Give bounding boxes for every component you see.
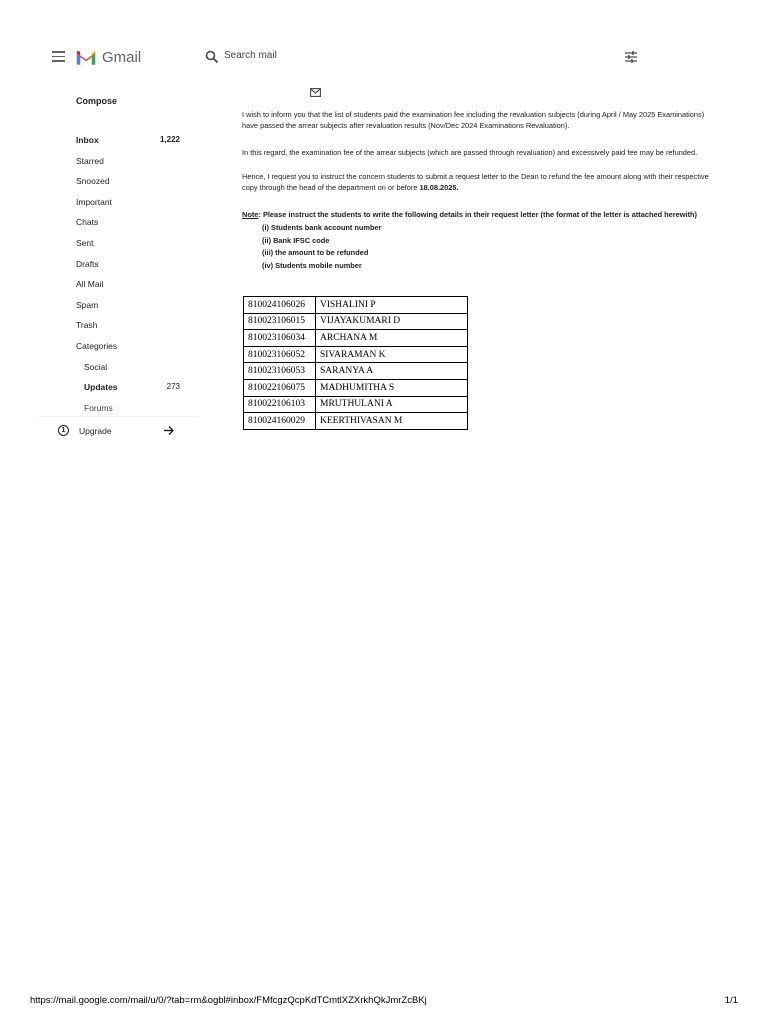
student-name-cell: VIJAYAKUMARI D [316, 313, 468, 330]
sidebar-item-trash[interactable]: Trash [76, 320, 98, 331]
unread-count: 273 [166, 382, 180, 392]
envelope-icon[interactable] [310, 88, 321, 97]
student-name-cell: MRUTHULANI A [316, 396, 468, 413]
mail-body [242, 108, 736, 288]
list-item: (ii) Bank IFSC code [262, 235, 330, 245]
sidebar-item-sent[interactable]: Sent [76, 237, 94, 248]
table-row [244, 313, 468, 330]
sidebar-nav [38, 131, 198, 419]
student-name-cell: SARANYA A [316, 363, 468, 380]
reg-no-cell: 810022106103 [244, 396, 316, 413]
mail-paragraph-1: I wish to inform you that the list of students paid the examination fee including the revaluation subjects (during April / May 2025 Examinations) have passed the arrear subjects after revaluation results (Nov/Dec 2024 Examinations Revaluation). [242, 110, 705, 131]
sidebar-item-forums[interactable]: Forums [84, 402, 113, 413]
reg-no-cell: 810023106052 [244, 346, 316, 363]
reg-no-cell: 810023106034 [244, 330, 316, 347]
sidebar-item-all-mail[interactable]: All Mail [76, 279, 104, 290]
unread-count: 1,222 [159, 135, 180, 144]
sidebar-item-social[interactable]: Social [84, 361, 108, 372]
list-item: (i) Students bank account number [262, 223, 382, 232]
student-name-cell: SIVARAMAN K [316, 346, 468, 363]
print-footer [30, 995, 738, 1006]
sidebar-item-inbox[interactable]: Inbox 1,222 [76, 135, 180, 145]
student-table [243, 296, 468, 430]
list-item: (iii) the amount to be refunded [262, 248, 369, 257]
table-row [244, 396, 468, 413]
upgrade-label[interactable]: Upgrade [79, 426, 112, 436]
deadline-date: 18.08.2025. [419, 183, 459, 193]
reg-no-cell: 810024106026 [244, 297, 316, 314]
sidebar-item-spam[interactable]: Spam [76, 299, 99, 310]
table-row [244, 413, 468, 430]
gmail-logo-icon[interactable] [76, 50, 96, 66]
table-row [244, 330, 468, 347]
reg-no-cell: 810024160029 [244, 413, 316, 430]
arrow-right-icon[interactable] [163, 425, 175, 436]
table-row [244, 297, 468, 314]
sidebar-divider [38, 416, 198, 417]
sidebar-item-snoozed[interactable]: Snoozed [76, 176, 110, 187]
table-row [244, 363, 468, 380]
sidebar-item-chats[interactable]: Chats [76, 217, 99, 228]
table-row [244, 379, 468, 396]
student-name-cell: ARCHANA M [316, 330, 468, 347]
sidebar-item-categories[interactable]: Categories [76, 340, 118, 351]
reg-no-cell: 810022106075 [244, 379, 316, 396]
compose-button[interactable]: Compose [76, 96, 118, 106]
print-url: https://mail.google.com/mail/u/0/?tab=rm&ogbl#inbox/FMfcgzQcpKdTCmtlXZXrkhQkJmrZcBKj [30, 995, 427, 1006]
sidebar-item-updates[interactable]: Updates 273 [84, 382, 180, 393]
search-icon[interactable] [205, 50, 219, 64]
reg-no-cell: 810023106053 [244, 363, 316, 380]
student-name-cell: VISHALINI P [316, 297, 468, 314]
sidebar-item-important[interactable]: Important [76, 196, 112, 207]
student-name-cell: KEERTHIVASAN M [316, 413, 468, 430]
list-item: (iv) Students mobile number [262, 260, 362, 270]
student-name-cell: MADHUMITHA S [316, 379, 468, 396]
table-row [244, 346, 468, 363]
mail-paragraph-3: Hence, I request you to instruct the concern students to submit a request letter to the Dean to refund the fee amount along with their respective copy through the head of the department on or before 18.08.2025. [242, 172, 709, 193]
reg-no-cell: 810023106015 [244, 313, 316, 330]
sidebar-item-drafts[interactable]: Drafts [76, 258, 99, 269]
sidebar-item-starred[interactable]: Starred [76, 155, 104, 166]
note-label: Note [242, 210, 259, 219]
page-number: 1/1 [724, 995, 738, 1006]
upgrade-badge-icon[interactable]: 1 [58, 425, 69, 436]
search-options-icon[interactable] [624, 50, 638, 64]
gmail-wordmark: Gmail [102, 49, 142, 66]
search-input[interactable] [224, 50, 524, 61]
note-list [262, 222, 382, 272]
mail-paragraph-2: In this regard, the examination fee of the arrear subjects (which are passed through revaluation) and excessively paid fee may be refunded. [242, 148, 698, 157]
mail-note: Note: Please instruct the students to write the following details in their request letter (the format of the letter is attached herewith) [242, 210, 698, 219]
main-menu-icon[interactable] [52, 51, 65, 62]
